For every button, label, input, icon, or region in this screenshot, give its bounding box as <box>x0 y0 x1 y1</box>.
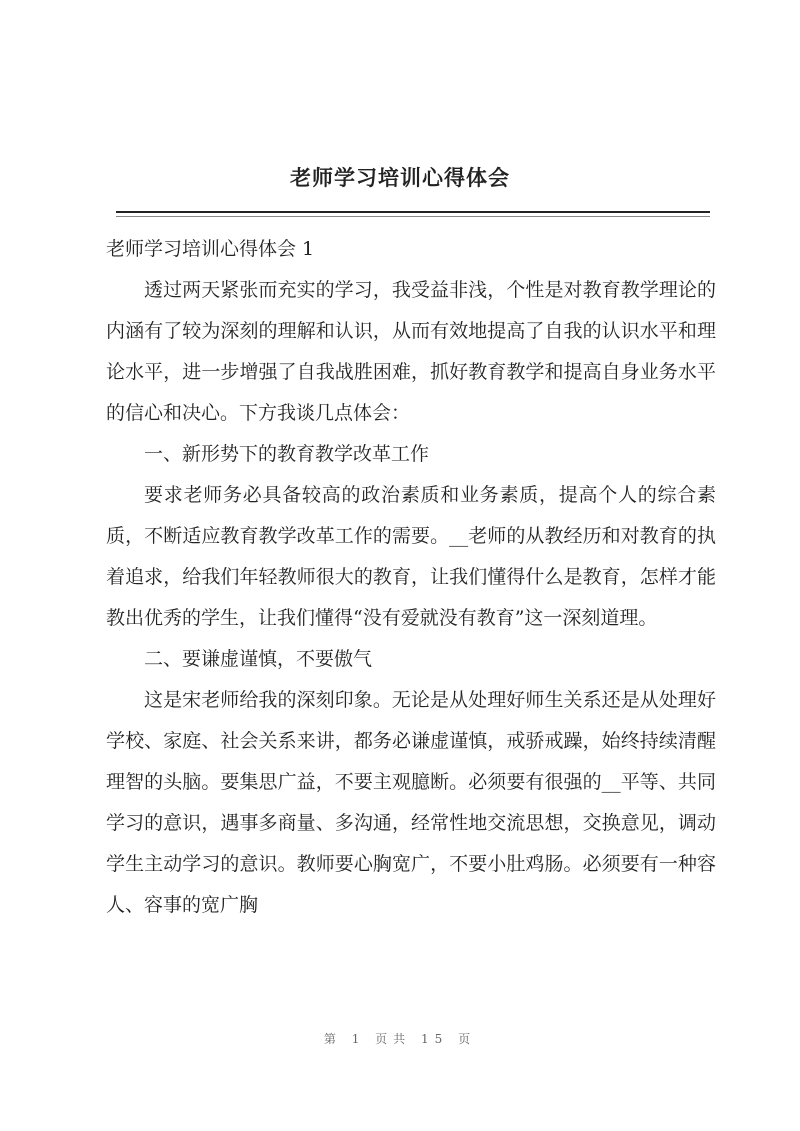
section-heading: 老师学习培训心得体会 1 <box>106 238 315 260</box>
paragraph: 透过两天紧张而充实的学习，我受益非浅，个性是对教育教学理论的内涵有了较为深刻的理解和认识，从而有效地提高了自我的认识水平和理论水平，进一步增强了自我战胜困难，抓好教育教学和提高自身业务水平的信心和决心。下方我谈几点体会： <box>106 279 716 424</box>
paragraph: 要求老师务必具备较高的政治素质和业务素质，提高个人的综合素质，不断适应教育教学改革工作的需要。__老师的从教经历和对教育的执着追求，给我们年轻教师很大的教育，让我们懂得什么是教育，怎样才能教出优秀的学生，让我们懂得“没有爱就没有教育”这一深刻道理。 <box>106 484 716 629</box>
document-title: 老师学习培训心得体会 <box>290 166 510 190</box>
page-number: 第 1 页共 15 页 <box>323 1032 477 1046</box>
paragraph: 这是宋老师给我的深刻印象。无论是从处理好师生关系还是从处理好学校、家庭、社会关系来讲，都务必谦虚谨慎，戒骄戒躁，始终持续清醒理智的头脑。要集思广益，不要主观臆断。必须要有很强的__平等、共同学习的意识，遇事多商量、多沟通，经常性地交流思想，交换意见，调动学生主动学习的意识。教师要心胸宽广，不要小肚鸡肠。必须要有一种容人、容事的宽广胸 <box>106 689 716 916</box>
document-body <box>106 229 716 926</box>
subheading: 一、新形势下的教育教学改革工作 <box>144 443 430 465</box>
title-divider <box>116 211 710 213</box>
subheading: 二、要谦虚谨慎，不要傲气 <box>144 648 373 670</box>
title-divider-thin <box>116 216 710 217</box>
